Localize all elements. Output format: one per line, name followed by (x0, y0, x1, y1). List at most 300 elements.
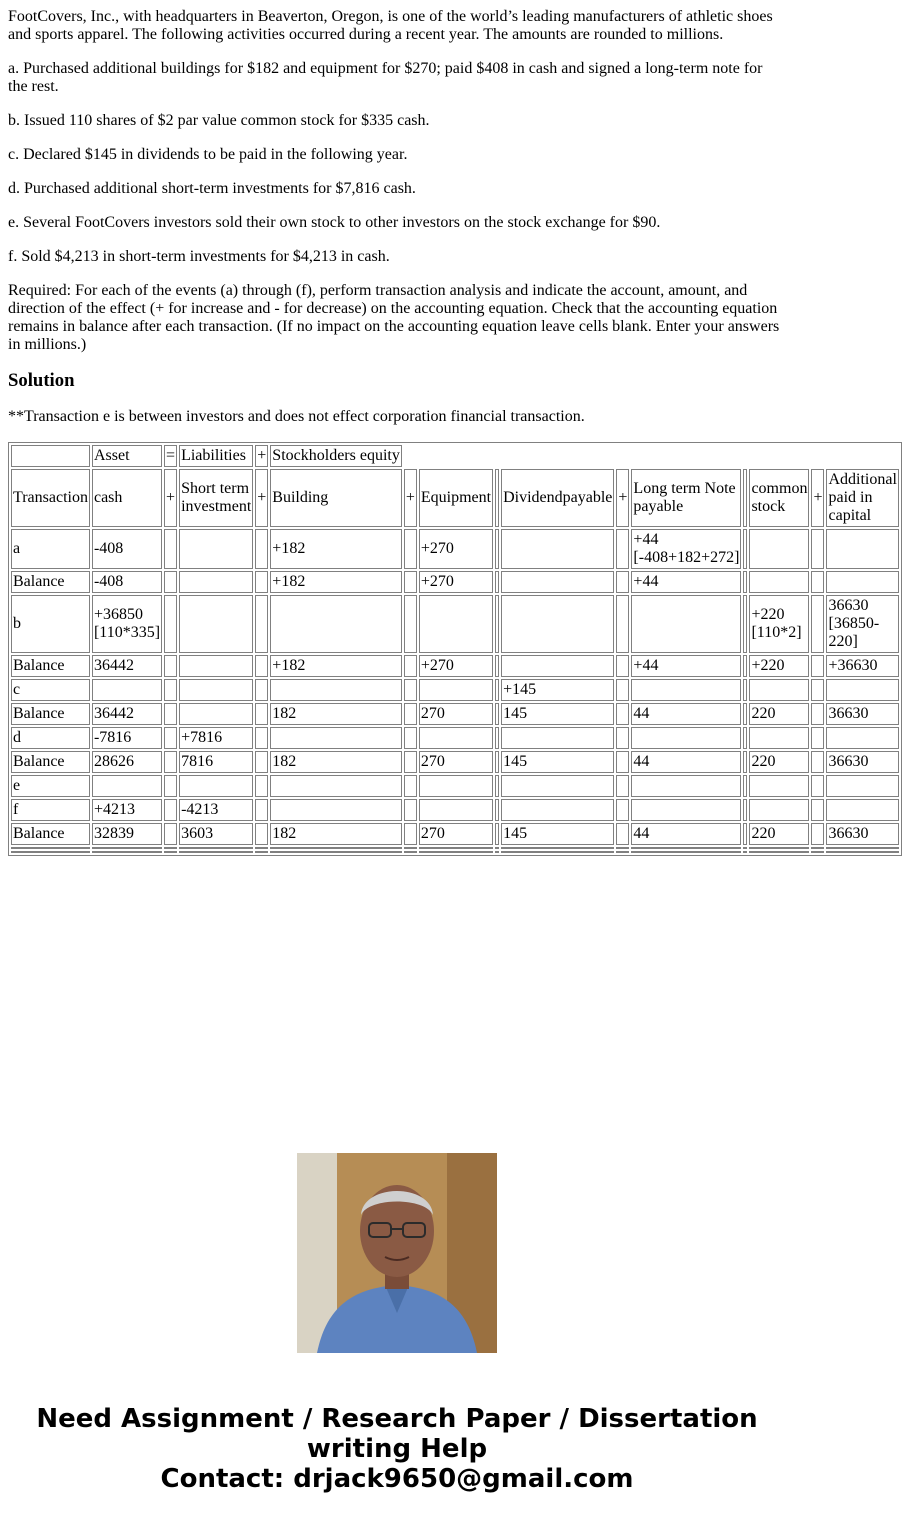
table-cell-line: 220 (751, 705, 776, 722)
table-cell (631, 775, 741, 797)
table-cell (164, 679, 177, 701)
problem-item-c: c. Declared $145 in dividends to be paid in the following year. (8, 146, 408, 163)
table-cell (419, 727, 493, 749)
table-cell (404, 775, 417, 797)
table-cell (616, 571, 629, 593)
table-cell-line: 220] (828, 633, 858, 650)
group-header-cell (11, 445, 90, 467)
table-cell-line: 145 (503, 753, 528, 770)
table-cell-line: +44 (633, 531, 659, 548)
column-header-cell: Equipment (419, 469, 493, 527)
table-cell (92, 823, 162, 845)
table-cell (811, 751, 824, 773)
table-cell (811, 655, 824, 677)
table-cell-line: +4213 (93, 801, 135, 818)
table-cell (179, 799, 253, 821)
table-row (11, 655, 899, 677)
table-cell-line: 44 (633, 753, 650, 770)
table-empty-cell (616, 851, 629, 853)
author-avatar (297, 1153, 497, 1353)
table-cell-line: Balance (13, 705, 65, 722)
table-cell-line: d (13, 729, 21, 746)
table-cell (404, 529, 417, 569)
table-row (11, 529, 899, 569)
table-cell-line: 270 (420, 825, 445, 842)
table-cell (501, 679, 614, 701)
table-cell-line: 32839 (93, 825, 134, 842)
table-row (11, 751, 899, 773)
table-cell (179, 679, 253, 701)
table-cell (501, 751, 614, 773)
table-cell (501, 571, 614, 593)
table-cell (826, 775, 898, 797)
table-cell (419, 679, 493, 701)
table-cell-line: 36630 (828, 753, 869, 770)
table-cell-line: 36630 (828, 705, 869, 722)
table-cell-line: 220 (751, 825, 776, 842)
column-header-cell: + (255, 469, 268, 527)
table-cell (495, 529, 499, 569)
table-cell-line: 44 (633, 825, 650, 842)
group-header-cell-line: + (257, 447, 267, 464)
table-cell (826, 655, 898, 677)
table-cell (92, 775, 162, 797)
table-empty-cell (179, 851, 253, 853)
table-cell-line: 182 (272, 825, 297, 842)
table-cell (749, 823, 809, 845)
table-empty-cell (164, 851, 177, 853)
table-cell-line: c (13, 681, 21, 698)
column-header-cell (495, 469, 499, 527)
table-empty-cell (826, 851, 898, 853)
table-cell-line: 182 (272, 705, 297, 722)
table-cell (404, 727, 417, 749)
table-cell (270, 799, 402, 821)
table-cell (811, 595, 824, 653)
table-cell (11, 595, 90, 653)
column-header-cell (743, 469, 747, 527)
table-cell (743, 823, 747, 845)
table-cell (749, 775, 809, 797)
table-cell (404, 679, 417, 701)
table-cell (255, 529, 268, 569)
table-cell (270, 727, 402, 749)
table-cell (270, 655, 402, 677)
table-cell-line: -408 (93, 573, 124, 590)
table-cell-line: 36630 (828, 825, 869, 842)
table-cell (270, 775, 402, 797)
table-cell-line: 36442 (93, 705, 134, 722)
table-cell (495, 823, 499, 845)
table-cell (419, 595, 493, 653)
column-header-cell: Short term investment (179, 469, 253, 527)
table-cell (826, 595, 898, 653)
table-cell (419, 703, 493, 725)
column-header-cell: + (404, 469, 417, 527)
table-empty-row (11, 851, 899, 853)
table-cell (631, 751, 741, 773)
table-cell-line: 270 (420, 705, 445, 722)
table-cell (11, 571, 90, 593)
table-cell (164, 727, 177, 749)
table-empty-cell (419, 847, 493, 849)
table-cell-line: +220 (751, 657, 785, 674)
table-cell (495, 679, 499, 701)
table-cell (404, 571, 417, 593)
table-empty-cell (179, 847, 253, 849)
table-cell (743, 529, 747, 569)
table-group-header-row (11, 445, 899, 467)
table-cell (11, 775, 90, 797)
table-cell (419, 823, 493, 845)
table-cell (743, 727, 747, 749)
table-cell (164, 655, 177, 677)
column-header-cell: + (811, 469, 824, 527)
table-cell (826, 799, 898, 821)
table-cell (749, 595, 809, 653)
table-cell (495, 799, 499, 821)
promo-line-1: Need Assignment / Research Paper / Dissertation (36, 1404, 758, 1434)
table-cell (826, 727, 898, 749)
promo-line-2: writing Help (306, 1434, 488, 1464)
table-empty-cell (743, 851, 747, 853)
table-cell-line: +44 (633, 573, 659, 590)
table-cell-line: +44 (633, 657, 659, 674)
column-header-cell: Additional paid in capital (826, 469, 898, 527)
table-empty-cell (631, 851, 741, 853)
table-cell (179, 751, 253, 773)
table-cell (179, 703, 253, 725)
table-cell (616, 703, 629, 725)
table-empty-cell (631, 847, 741, 849)
table-cell-line: 3603 (181, 825, 214, 842)
table-cell (419, 571, 493, 593)
problem-item-a: a. Purchased additional buildings for $182 and equipment for $270; paid $408 in cash and signed a long-term note for the rest. (8, 60, 763, 95)
table-cell (749, 703, 809, 725)
table-cell (826, 823, 898, 845)
table-cell (92, 703, 162, 725)
table-cell (270, 529, 402, 569)
table-cell (826, 571, 898, 593)
table-cell (255, 823, 268, 845)
table-empty-cell (749, 847, 809, 849)
table-cell-line: Balance (13, 753, 65, 770)
table-cell (811, 775, 824, 797)
table-cell-line: [-408+182+272] (633, 549, 740, 566)
table-cell (631, 679, 741, 701)
table-cell-line: -7816 (93, 729, 132, 746)
table-empty-cell (270, 847, 402, 849)
table-cell (255, 751, 268, 773)
table-cell-line: 36630 (828, 597, 869, 614)
table-cell-line: 36442 (93, 657, 134, 674)
table-cell-line: 182 (272, 753, 297, 770)
table-cell (743, 595, 747, 653)
table-cell (495, 751, 499, 773)
table-cell (92, 655, 162, 677)
table-cell (826, 751, 898, 773)
table-cell (749, 571, 809, 593)
table-cell (255, 799, 268, 821)
table-cell (743, 751, 747, 773)
table-empty-cell (11, 851, 90, 853)
column-header-cell: Transaction (11, 469, 90, 527)
table-row (11, 775, 899, 797)
table-cell (404, 799, 417, 821)
table-row (11, 571, 899, 593)
problem-item-d: d. Purchased additional short-term investments for $7,816 cash. (8, 180, 416, 197)
table-cell-line: [110*335] (93, 624, 161, 641)
table-cell-line: +270 (420, 657, 454, 674)
problem-item-b: b. Issued 110 shares of $2 par value common stock for $335 cash. (8, 112, 430, 129)
table-empty-cell (501, 851, 614, 853)
table-cell (255, 679, 268, 701)
table-cell (179, 571, 253, 593)
table-cell (179, 823, 253, 845)
column-header-cell: common stock (749, 469, 809, 527)
table-empty-cell (164, 847, 177, 849)
table-cell (749, 799, 809, 821)
table-cell (631, 655, 741, 677)
table-cell-line: a (13, 540, 21, 557)
problem-item-f: f. Sold $4,213 in short-term investments for $4,213 in cash. (8, 248, 390, 265)
problem-intro: FootCovers, Inc., with headquarters in Beaverton, Oregon, is one of the world’s leading manufacturers of athletic shoes and sports apparel. The following activities occurred during a recent year. The amounts are rounded to millions. (8, 8, 773, 43)
table-cell (92, 679, 162, 701)
table-empty-cell (255, 851, 268, 853)
table-cell-line: +270 (420, 540, 454, 557)
table-cell (92, 727, 162, 749)
table-cell (255, 571, 268, 593)
problem-required: Required: For each of the events (a) through (f), perform transaction analysis and indicate the account, amount, and direction of the effect (+ for increase and - for decrease) on the accounting equation. Check that the accounting equation remains in balance after each transaction. (If no impact on the accounting equation leave cells blank. Enter your answers in millions.) (8, 282, 780, 353)
table-cell (495, 655, 499, 677)
ledger-table-wrapper (8, 442, 897, 856)
table-cell-line: e (13, 777, 21, 794)
table-cell (270, 823, 402, 845)
table-cell (743, 799, 747, 821)
table-cell (419, 775, 493, 797)
table-empty-cell (616, 847, 629, 849)
table-cell (501, 727, 614, 749)
table-cell-line: [110*2] (751, 624, 802, 641)
table-cell (11, 799, 90, 821)
table-cell (164, 595, 177, 653)
table-cell (501, 823, 614, 845)
table-cell (179, 775, 253, 797)
table-cell (92, 571, 162, 593)
table-empty-cell (495, 851, 499, 853)
table-cell (179, 655, 253, 677)
table-empty-cell (270, 851, 402, 853)
table-cell (631, 529, 741, 569)
table-cell (811, 823, 824, 845)
table-cell-line: [36850- (828, 615, 880, 632)
table-cell (749, 751, 809, 773)
column-header-cell: Building (270, 469, 402, 527)
table-cell (419, 751, 493, 773)
table-cell (501, 703, 614, 725)
group-header-cell (270, 445, 402, 467)
table-cell-line: +36850 (93, 606, 143, 623)
table-cell (11, 679, 90, 701)
group-header-cell-line: = (166, 447, 176, 464)
table-cell-line: Balance (13, 573, 65, 590)
table-cell (616, 799, 629, 821)
table-empty-cell (92, 847, 162, 849)
table-empty-cell (92, 851, 162, 853)
table-cell-line: Balance (13, 657, 65, 674)
table-cell-line: -408 (93, 540, 124, 557)
promo-footer (0, 1404, 794, 1494)
table-cell (92, 799, 162, 821)
table-cell-line: +270 (420, 573, 454, 590)
table-cell (164, 529, 177, 569)
table-cell (270, 703, 402, 725)
table-cell (255, 655, 268, 677)
table-cell (495, 727, 499, 749)
table-cell-line: 270 (420, 753, 445, 770)
table-cell (616, 655, 629, 677)
table-cell (11, 655, 90, 677)
table-cell (179, 529, 253, 569)
table-cell (616, 727, 629, 749)
table-cell (811, 571, 824, 593)
table-cell (501, 595, 614, 653)
table-cell-line: Balance (13, 825, 65, 842)
group-header-cell (164, 445, 177, 467)
table-cell (255, 703, 268, 725)
table-empty-cell (404, 851, 417, 853)
table-cell (404, 751, 417, 773)
table-cell (749, 679, 809, 701)
table-cell (404, 823, 417, 845)
table-empty-cell (749, 851, 809, 853)
table-empty-cell (11, 847, 90, 849)
table-column-header-row (11, 469, 899, 527)
table-cell (404, 595, 417, 653)
table-cell (495, 595, 499, 653)
table-cell (92, 751, 162, 773)
table-cell (616, 595, 629, 653)
table-empty-cell (404, 847, 417, 849)
table-empty-cell (495, 847, 499, 849)
table-cell (616, 529, 629, 569)
table-cell (495, 703, 499, 725)
table-cell (164, 823, 177, 845)
column-header-cell: Long term Note payable (631, 469, 741, 527)
group-header-cell-line: Asset (93, 447, 130, 464)
table-cell-line: 145 (503, 705, 528, 722)
table-cell-line: +145 (503, 681, 537, 698)
table-cell (743, 571, 747, 593)
table-cell (164, 571, 177, 593)
table-cell-line: 145 (503, 825, 528, 842)
table-cell (631, 727, 741, 749)
table-cell-line: 7816 (181, 753, 214, 770)
table-cell (11, 823, 90, 845)
table-cell (631, 703, 741, 725)
table-empty-cell (419, 851, 493, 853)
solution-note: **Transaction e is between investors and does not effect corporation financial transaction. (8, 408, 585, 425)
table-cell (631, 571, 741, 593)
table-cell (826, 529, 898, 569)
table-cell (616, 679, 629, 701)
column-header-cell: + (616, 469, 629, 527)
table-row (11, 703, 899, 725)
table-cell (164, 799, 177, 821)
table-cell (749, 529, 809, 569)
solution-heading: Solution (8, 370, 75, 391)
table-cell (826, 703, 898, 725)
table-cell (92, 529, 162, 569)
table-cell (179, 595, 253, 653)
column-header-cell: Dividendpayable (501, 469, 614, 527)
table-cell (616, 823, 629, 845)
table-cell (743, 655, 747, 677)
table-cell (495, 571, 499, 593)
table-cell (419, 529, 493, 569)
table-cell-line: +182 (272, 657, 306, 674)
table-row (11, 595, 899, 653)
table-cell (743, 775, 747, 797)
table-cell (179, 727, 253, 749)
group-header-cell-line: Stockholders equity (272, 447, 400, 464)
table-empty-row (11, 847, 899, 849)
table-cell-line: -4213 (181, 801, 219, 818)
table-cell (11, 529, 90, 569)
table-cell (164, 775, 177, 797)
table-row (11, 727, 899, 749)
table-cell-line: +220 (751, 606, 785, 623)
table-cell (501, 799, 614, 821)
table-cell (811, 703, 824, 725)
table-cell (92, 595, 162, 653)
transaction-analysis-table (8, 442, 902, 856)
table-cell (743, 703, 747, 725)
table-cell (826, 679, 898, 701)
table-row (11, 679, 899, 701)
table-cell (270, 595, 402, 653)
table-cell (501, 655, 614, 677)
table-cell (501, 775, 614, 797)
table-empty-cell (255, 847, 268, 849)
table-cell (616, 775, 629, 797)
table-cell (501, 529, 614, 569)
table-cell-line: f (13, 801, 19, 818)
column-header-cell: + (164, 469, 177, 527)
group-header-cell (255, 445, 268, 467)
table-cell (811, 679, 824, 701)
document-body (8, 8, 897, 856)
table-cell (164, 751, 177, 773)
table-cell (270, 751, 402, 773)
table-cell (631, 799, 741, 821)
table-cell-line: +7816 (181, 729, 223, 746)
table-cell (255, 775, 268, 797)
table-cell (11, 703, 90, 725)
problem-item-e: e. Several FootCovers investors sold their own stock to other investors on the stock exchange for $90. (8, 214, 661, 231)
table-cell-line: 220 (751, 753, 776, 770)
table-cell (749, 727, 809, 749)
table-cell (255, 595, 268, 653)
table-cell (270, 571, 402, 593)
table-cell (495, 775, 499, 797)
table-cell (631, 595, 741, 653)
group-header-cell (92, 445, 162, 467)
table-cell-line: 44 (633, 705, 650, 722)
column-header-cell: cash (92, 469, 162, 527)
table-cell (616, 751, 629, 773)
table-empty-cell (811, 851, 824, 853)
